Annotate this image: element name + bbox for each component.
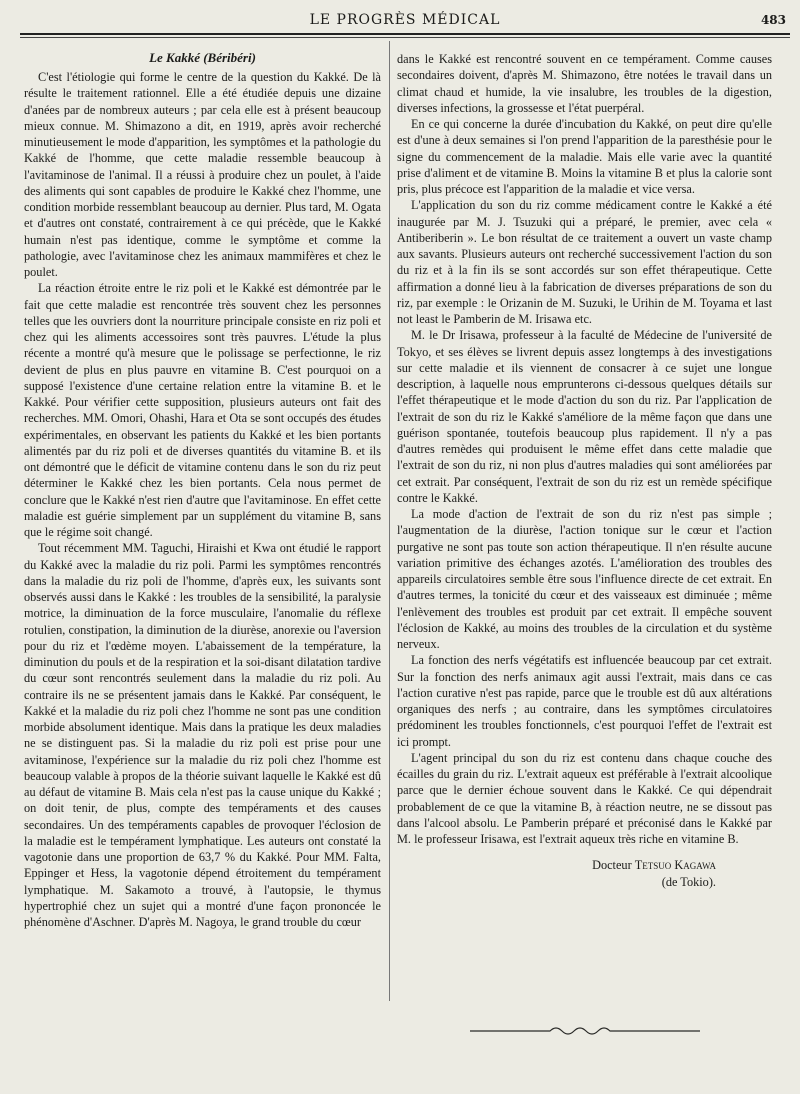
author-place: (de Tokio). xyxy=(661,875,716,890)
paragraph-nerfs: La fonction des nerfs végétatifs est influencée beaucoup par cet extrait. Sur la fonction des nerfs animaux agit aussi l'extrait, mais dans ce cas l'action curative n'est pas rapide, parce que le trouble est dû aux altérations organiques des nerfs ; au contraire, dans les symptômes circulatoires prédominent les troubles fonctionnels, c'est pourquoi l'effet de l'extrait est ici prompt. xyxy=(397,653,772,749)
paragraph-son-du-riz: L'application du son du riz comme médicament contre le Kakké a été inaugurée par M. J. Tsuzuki qui a préparé, le premier, avec cela « Antiberiberin ». Le bon résultat de ce traitement a ouvert un vaste champ aux savants. Plusieurs auteurs ont recherché successivement l'action du son du riz et à la fin ils se sont accordés sur son effet thérapeutique. Cette affirmation a donné lieu à la fabrication de diverses préparations de son du riz, par exemple : le Orizanin de M. Suzuki, le Urihin de M. Toyama et last not least le Pamberin de M. Irisawa etc. xyxy=(397,198,772,326)
column-divider xyxy=(389,41,390,1001)
paragraph-continuation: dans le Kakké est rencontré souvent en ce tempérament. Comme causes secondaires doivent, d'après M. Shimazono, être notées le travail dans un climat chaud et humide, la vie insalubre, les troubles de la digestion, diverses infections, la grossesse et l'état puerpéral. xyxy=(397,52,772,115)
paragraph-incubation: En ce qui concerne la durée d'incubation du Kakké, on peut dire qu'elle est d'une à deux semaines si l'on prend l'apparition de la paresthésie pour le signe du commencement de la maladie. Mais elle varie avec la quantité prise d'aliment et de vitamine B. Moins la vitamine B et plus la calorie sont pris, plus précoce est l'apparition de la maladie et vice versa. xyxy=(397,117,772,196)
paragraph-agent-principal: L'agent principal du son du riz est contenu dans chaque couche des écailles du grain du riz. L'extrait aqueux est préférable à l'extrait alcoolique parce que le dernier échoue souvent dans le Kakké. Ce qui dépendrait probablement de ce que la vitamine B, à réaction neutre, ne se dissout pas dans l'alcool absolu. Le Pamberin préparé et préconisé dans le Kakké par M. le professeur Irisawa, est l'extrait aqueux très riche en vitamine B. xyxy=(397,750,772,846)
author-signature xyxy=(397,857,772,891)
header-rule-thin xyxy=(20,37,790,38)
end-ornament xyxy=(470,1024,700,1038)
page-header xyxy=(20,10,790,32)
author-title: Docteur xyxy=(592,858,632,873)
left-column xyxy=(24,50,381,930)
article-title: Le Kakké (Béribéri) xyxy=(149,50,256,65)
paragraph-irisawa: M. le Dr Irisawa, professeur à la faculté de Médecine de l'université de Tokyo, et ses élèves se livrent depuis assez longtemps à des investigations sur cette maladie et ils viennent de consacrer à ce sujet une longue description, à laquelle nous emprunterons ci-dessous quelques détails sur l'effet thérapeutique et le mode d'action du son du riz. Par l'application de l'extrait de son du riz le Kakké s'améliore de la même façon que dans une guérison spontanée, toutefois beaucoup plus rapidement. Il n'y a pas d'autres remèdes qui produisent le même effet dans cette maladie que l'extrait de son du riz, ni non plus d'autres maladies qui sont améliorées par cet extrait. Par conséquent, l'extrait de son du riz est un remède spécifique contre le Kakké. xyxy=(397,328,772,505)
paragraph-maladie-riz-poli: Tout récemment MM. Taguchi, Hiraishi et Kwa ont étudié le rapport du Kakké avec la maladie du riz poli. Parmi les symptômes rencontrés dans la maladie du riz poli de l'homme, d'après eux, les suivants sont observés aussi dans le Kakké : les troubles de la sensibilité, la paralysie motrice, la diminuation de la force musculaire, l'anomalie du réflexe rotulien, constipation, la diminution de la diurèse, anorexie ou l'aversion pour du riz et l'œdème moyen. L'abaissement de la température, la diminution du pouls et de la respiration et la soi-disant dilatation tardive du cœur sont rencontrés seulement dans la maladie du riz poli. Au contraire ils ne se présentent jamais dans le Kakké. Par conséquent, le Kakké et la maladie du riz poli chez l'homme ne sont pas une condition morbide absolument identique. Mais dans la pratique les deux maladies ne se distinguent pas. Si la maladie du riz poli est prise pour une avitaminose, l'expérience sur la maladie du riz poli chez l'homme est beaucoup valable à propos de la théorie suivant laquelle le Kakké est dû au défaut de vitamine B. Mais cela n'est pas la cause unique du Kakké ; on doit tenir, de plus, compte des tempéraments et des causes secondaires. Un des tempéraments capables de provoquer l'éclosion de la maladie est le tempérament lymphatique. Les auteurs ont constaté la vagotonie dans une proportion de 63,7 % du Kakké. Pour MM. Falta, Eppinger et Hess, la vagotonie dépend étroitement du tempérament lymphatique. M. Sakamoto a trouvé, à l'autopsie, le thymus hypertrophié chez un sujet qui a montré d'une façon prononcée le phénomène d'Aschner. D'après M. Nagoya, le grand trouble du cœur xyxy=(24,541,381,929)
author-name: Tetsuo Kagawa xyxy=(634,858,716,873)
paragraph-riz-poli: La réaction étroite entre le riz poli et le Kakké est démontrée par le fait que cette maladie est rencontrée très souvent chez les personnes telles que les ouvriers dont la nourriture principale consiste en riz poli et chez qui les aliments accessoires sont très pauvres. L'étude la plus récente a montré qu'à mesure que le polissage se perfectionne, le riz devient de plus en plus pauvre en vitamine B. C'est pourquoi on a supposé l'existence d'une certaine relation entre la vitamine B. et le Kakké. Pour vérifier cette supposition, plusieurs auteurs ont fait des recherches. MM. Omori, Ohashi, Hara et Ota se sont occupés des études expérimentales, en observant les patients du Kakké et les bien portants alimentés par du riz poli et de diverses quantités du vitamine B. et ils ont démontré que le déficit de vitamine contenu dans le son du riz peut déterminer le Kakké chez les bien portants. Cela nous permet de conclure que le Kakké n'est rien d'autre que l'avitaminose. En effet cette maladie est guérie simplement par un supplément du vitamine B, sans que le régime soit changé. xyxy=(24,281,381,539)
header-rule-thick xyxy=(20,33,790,35)
paragraph-mode-action: La mode d'action de l'extrait de son du riz n'est pas simple ; l'augmentation de la diurèse, l'action tonique sur le cœur et l'action purgative ne sont pas toute son action thérapeutique. Il n'en résulte aucune variation primitive des échanges azotés. L'amélioration des troubles des appareils circulatoires semble être sous l'influence directe de cet extrait. En d'autres termes, la tonicité du cœur et des vaisseaux est diminuée ; même l'enlèvement des troubles est produit par cet extrait. Il empêche souvent l'éclosion de Kakké, au moins des troubles de la circulation et du système nerveux. xyxy=(397,507,772,651)
running-head: LE PROGRÈS MÉDICAL xyxy=(309,12,501,28)
paragraph-etiologie: C'est l'étiologie qui forme le centre de la question du Kakké. De là résulte le traitement rationnel. Elle a été étudiée depuis une dizaine d'anées par de nombreux auteurs ; par cela elle est à présent beaucoup mieux connue. M. Shimazono a dit, en 1919, après avoir recherché minutieusement le mode d'apparition, les symptômes et la pathologie du Kakké de l'homme, que cette maladie ressemble beaucoup à l'avitaminose de l'animal. Il a réussi à produire chez un poulet, à l'aide des aliments qui sont capables de produire le Kakké chez l'homme, une condition morbide ressemblant beaucoup au dernier. Plus tard, M. Ogata et d'autres ont constaté, contrairement à ce qui précède, que le Kakké humain n'est pas identique, comme le symptôme et comme la pathologie, avec l'avitaminose chez les animaux mammifères et chez le poulet. xyxy=(24,70,381,279)
right-column xyxy=(397,51,772,891)
page-number: 483 xyxy=(760,13,786,27)
